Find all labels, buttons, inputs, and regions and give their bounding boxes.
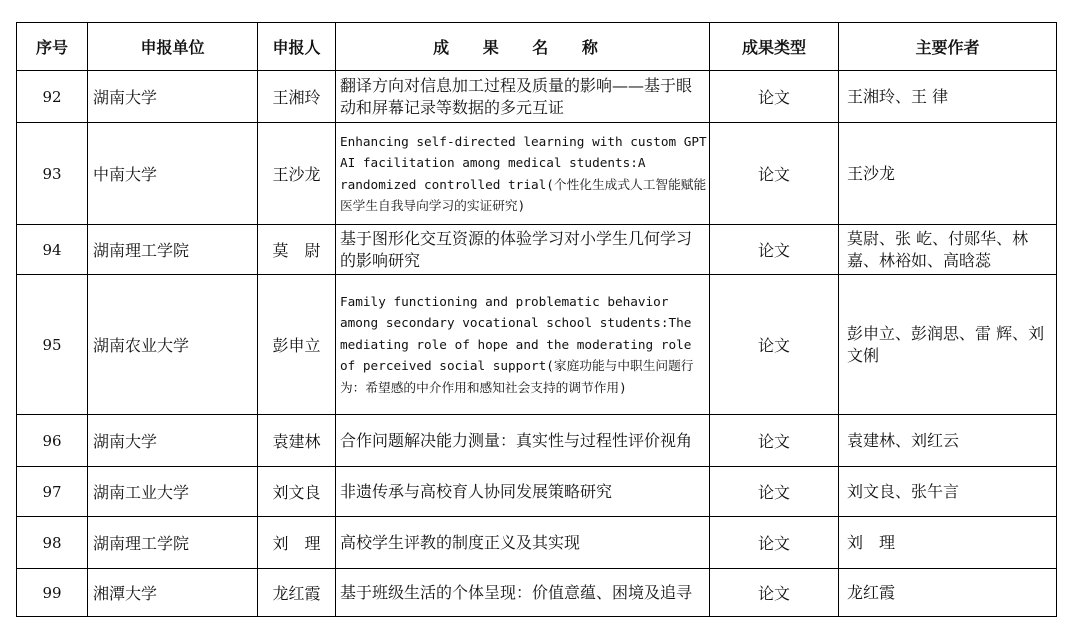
cell-title: 非遗传承与高校育人协同发展策略研究: [336, 467, 710, 517]
cell-title: 基于图形化交互资源的体验学习对小学生几何学习的影响研究: [336, 225, 710, 275]
cell-applicant: 莫 尉: [258, 225, 336, 275]
results-table-container: [16, 22, 1057, 617]
cell-authors: 王湘玲、王 律: [839, 71, 1057, 123]
cell-applicant: 刘 理: [258, 517, 336, 569]
cell-applicant: 龙红霞: [258, 569, 336, 617]
cell-index: 96: [17, 415, 88, 467]
cell-authors: 袁建林、刘红云: [839, 415, 1057, 467]
header-applicant: 申报人: [258, 23, 336, 71]
cell-index: 94: [17, 225, 88, 275]
cell-applicant: 刘文良: [258, 467, 336, 517]
cell-type: 论文: [710, 225, 839, 275]
header-row: [17, 23, 1057, 71]
cell-unit: 湖南农业大学: [88, 275, 258, 415]
cell-title: Family functioning and problematic behavior among secondary vocational school students:The mediating role of hope and the moderating role of perceived social support(家庭功能与中职生问题行为：希望感的中介作用和感知社会支持的调节作用): [336, 275, 710, 415]
cell-index: 97: [17, 467, 88, 517]
cell-authors: 龙红霞: [839, 569, 1057, 617]
cell-type: 论文: [710, 71, 839, 123]
cell-type: 论文: [710, 275, 839, 415]
cell-title: Enhancing self-directed learning with custom GPT AI facilitation among medical students:A randomized controlled trial(个性化生成式人工智能赋能医学生自我导向学习的实证研究): [336, 123, 710, 225]
header-authors: 主要作者: [839, 23, 1057, 71]
results-table: [16, 22, 1057, 617]
cell-applicant: 王湘玲: [258, 71, 336, 123]
cell-unit: 湘潭大学: [88, 569, 258, 617]
header-title: 成 果 名 称: [336, 23, 710, 71]
cell-type: 论文: [710, 123, 839, 225]
table-row: [17, 415, 1057, 467]
table-row: [17, 123, 1057, 225]
cell-applicant: 彭申立: [258, 275, 336, 415]
cell-unit: 湖南大学: [88, 415, 258, 467]
cell-authors: 彭申立、彭润思、雷 辉、刘文俐: [839, 275, 1057, 415]
cell-unit: 湖南理工学院: [88, 517, 258, 569]
cell-authors: 刘 理: [839, 517, 1057, 569]
cell-title: 合作问题解决能力测量：真实性与过程性评价视角: [336, 415, 710, 467]
cell-unit: 湖南理工学院: [88, 225, 258, 275]
cell-unit: 中南大学: [88, 123, 258, 225]
cell-index: 95: [17, 275, 88, 415]
cell-type: 论文: [710, 467, 839, 517]
table-row: [17, 275, 1057, 415]
cell-title: 翻译方向对信息加工过程及质量的影响——基于眼动和屏幕记录等数据的多元互证: [336, 71, 710, 123]
table-row: [17, 225, 1057, 275]
cell-type: 论文: [710, 415, 839, 467]
cell-authors: 莫尉、张 屹、付郧华、林 嘉、林裕如、高晗蕊: [839, 225, 1057, 275]
cell-authors: 王沙龙: [839, 123, 1057, 225]
table-row: [17, 71, 1057, 123]
cell-applicant: 袁建林: [258, 415, 336, 467]
cell-title: 高校学生评教的制度正义及其实现: [336, 517, 710, 569]
table-row: [17, 467, 1057, 517]
cell-type: 论文: [710, 517, 839, 569]
header-unit: 申报单位: [88, 23, 258, 71]
cell-applicant: 王沙龙: [258, 123, 336, 225]
cell-index: 99: [17, 569, 88, 617]
cell-unit: 湖南工业大学: [88, 467, 258, 517]
cell-index: 98: [17, 517, 88, 569]
header-type: 成果类型: [710, 23, 839, 71]
table-row: [17, 569, 1057, 617]
cell-unit: 湖南大学: [88, 71, 258, 123]
cell-index: 93: [17, 123, 88, 225]
cell-index: 92: [17, 71, 88, 123]
cell-type: 论文: [710, 569, 839, 617]
cell-authors: 刘文良、张午言: [839, 467, 1057, 517]
header-index: 序号: [17, 23, 88, 71]
cell-title: 基于班级生活的个体呈现：价值意蕴、困境及追寻: [336, 569, 710, 617]
table-row: [17, 517, 1057, 569]
